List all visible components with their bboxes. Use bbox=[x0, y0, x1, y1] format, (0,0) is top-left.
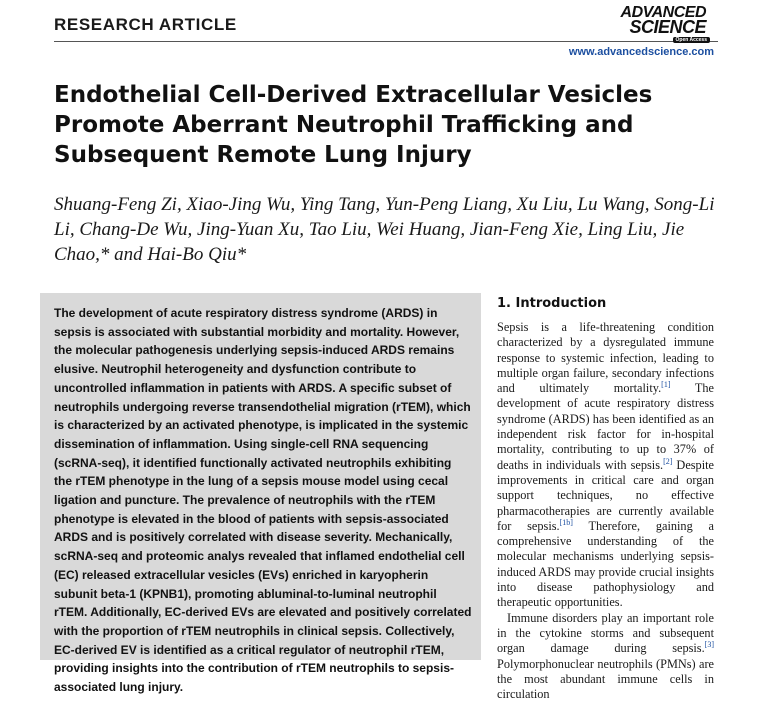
logo-line-2: SCIENCE bbox=[629, 17, 706, 37]
citation-link[interactable]: [1] bbox=[661, 380, 671, 390]
abstract-box bbox=[40, 293, 481, 695]
journal-logo bbox=[606, 4, 714, 43]
citation-link[interactable]: [3] bbox=[704, 640, 714, 650]
abstract-text: The development of acute respiratory distress syndrome (ARDS) in sepsis is associated with substantial morbidity and mortality. However, the molecular pathogenesis underlying sepsis-induced ARDS remains elusive. Neutrophil heterogeneity and dysfunction contribute to uncontrolled inflammation in patients with ARDS. A specific subset of neutrophils undergoing reverse transendothelial migration (rTEM), which is characterized by an activated phenotype, is implicated in the systemic dissemination of inflammation. Using single-cell RNA sequencing (scRNA-seq), it identified functionally activated neutrophils exhibiting the rTEM phenotype in the lung of a sepsis mouse model using cecal ligation and puncture. The prevalence of neutrophils with the rTEM phenotype is elevated in the blood of patients with sepsis-associated ARDS and is positively correlated with disease severity. Mechanically, scRNA-seq and proteomic analys revealed that inflamed endothelial cell (EC) released extracellular vesicles (EVs) enriched in karyopherin subunit beta-1 (KPNB1), promoting abluminal-to-luminal neutrophil rTEM. Additionally, EC-derived EVs are elevated and positively correlated with the proportion of rTEM neutrophils in clinical sepsis. Collectively, EC-derived EV is identified as a critical regulator of neutrophil rTEM, providing insights into the contribution of rTEM neutrophils to sepsis-associated lung injury. bbox=[54, 306, 472, 695]
logo-line-1: ADVANCED bbox=[620, 4, 706, 21]
introduction-paragraph-2 bbox=[497, 611, 714, 702]
intro-text: The development of acute respiratory distress syndrome (ARDS) has been identified as an independent risk factor for in-hospital mortality, contributing to up to 37% of deaths in individuals with sepsis. bbox=[497, 381, 714, 472]
citation-link[interactable]: [1b] bbox=[559, 517, 573, 527]
intro-text: Sepsis is a life-threatening condition characterized by a dysregulated immune response to systemic infection, leading to multiple organ failure, secondary infections and ultimately mortality. bbox=[497, 320, 714, 396]
intro-text: Polymorphonuclear neutrophils (PMNs) are the most abundant immune cells in circulation bbox=[497, 656, 714, 702]
article-title: Endothelial Cell-Derived Extracellular Vesicles Promote Aberrant Neutrophil Trafficking and Subsequent Remote Lung Injury bbox=[54, 82, 653, 168]
introduction-body bbox=[497, 320, 714, 702]
citation-link[interactable]: [2] bbox=[663, 456, 673, 466]
author-list: Shuang-Feng Zi, Xiao-Jing Wu, Ying Tang, Yun-Peng Liang, Xu Liu, Lu Wang, Song-Li Li, Chang-De Wu, Jing-Yuan Xu, Tao Liu, Wei Huang, Jian-Feng Xie, Ling Liu, Jie Chao,* and Hai-Bo Qiu* bbox=[54, 194, 715, 265]
introduction-paragraph-1 bbox=[497, 320, 714, 611]
intro-text: Therefore, gaining a comprehensive understanding of the molecular mechanisms underlying sepsis-induced ARDS may provide crucial insights into disease pathophysiology and therapeutic opportunities. bbox=[497, 518, 714, 610]
section-label: RESEARCH ARTICLE bbox=[54, 15, 237, 34]
open-access-badge: Open Access bbox=[673, 37, 711, 43]
intro-text: Immune disorders play an important role in the cytokine storms and subsequent organ damage during sepsis. bbox=[497, 610, 714, 656]
header-rule bbox=[54, 41, 718, 42]
introduction-heading: 1. Introduction bbox=[497, 296, 607, 311]
journal-url-link[interactable]: www.advancedscience.com bbox=[568, 46, 714, 58]
intro-text: Despite improvements in critical care and organ support techniques, no effective pharmacotherapies are currently available for sepsis. bbox=[497, 457, 714, 533]
